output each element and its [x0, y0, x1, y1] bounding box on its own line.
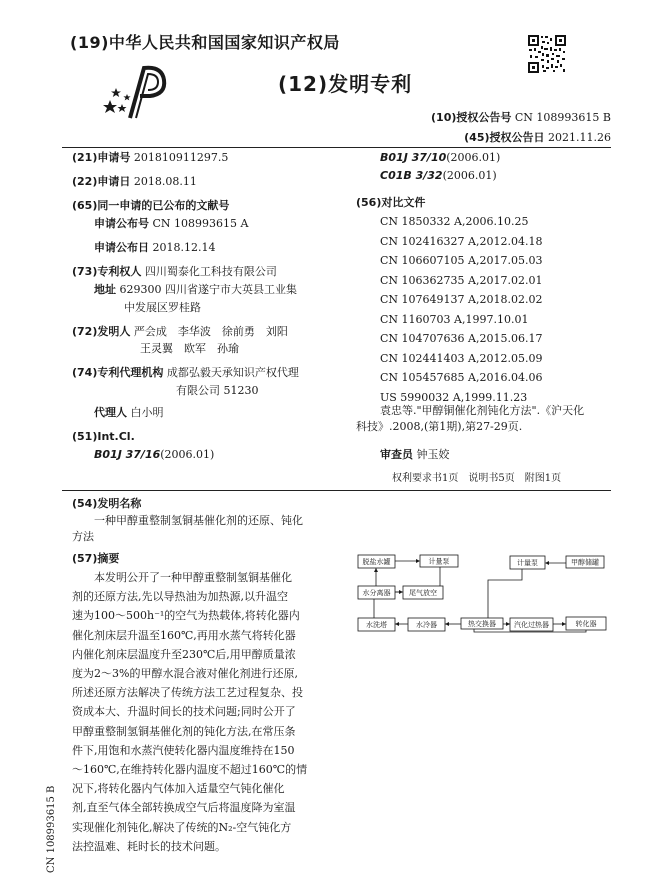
- prior-publication-number: 申请公布号 CN 108993615 A: [94, 216, 249, 230]
- svg-text:水洗塔: 水洗塔: [366, 621, 387, 629]
- inventors-cont: 王灵翼 欧军 孙瑜: [140, 342, 239, 356]
- svg-text:热交换器: 热交换器: [468, 620, 496, 628]
- node-vapor-superheater: [510, 618, 553, 631]
- abstract-heading: (57)摘要: [72, 552, 120, 565]
- svg-text:水冷器: 水冷器: [416, 621, 437, 629]
- prior-publication-date: 申请公布日 2018.12.14: [94, 240, 216, 254]
- node-desalted-water-tank: [358, 555, 395, 568]
- citation-item: CN 107649137 A,2018.02.02: [380, 293, 543, 306]
- int-cl: (51)Int.Cl.: [72, 430, 135, 444]
- node-water-separator: [358, 586, 395, 599]
- citations-heading: (56)对比文件: [356, 196, 426, 209]
- qr-code-icon: [527, 34, 567, 74]
- citation-item: US 5990032 A,1999.11.23: [380, 390, 528, 404]
- header-divider: [62, 147, 611, 148]
- office-name: (19)中华人民共和国国家知识产权局: [70, 33, 340, 52]
- examiner: 审查员 钟玉姣: [380, 448, 450, 461]
- invention-title-heading: (54)发明名称: [72, 497, 142, 510]
- patentee-address: 地址 629300 四川省遂宁市大英县工业集: [94, 282, 297, 296]
- svg-text:脱盐水罐: 脱盐水罐: [362, 558, 391, 566]
- patentee-address-cont: 中发展区罗桂路: [124, 300, 201, 314]
- abstract-divider: [62, 490, 611, 491]
- process-flow-diagram: [356, 552, 611, 634]
- node-heat-exchanger: [461, 618, 503, 629]
- document-type: (12)发明专利: [278, 72, 413, 96]
- node-methanol-tank: [566, 556, 604, 568]
- svg-text:转化器: 转化器: [575, 620, 597, 628]
- node-meter-pump-1: [420, 555, 458, 567]
- side-publication-number: CN 108993615 B: [46, 785, 57, 873]
- bibliographic-data: [72, 150, 362, 465]
- node-tail-gas-vent: [403, 586, 443, 599]
- inventors: (72)发明人 严会成 李华波 徐前勇 刘阳: [72, 324, 288, 338]
- application-number: (21)申请号 201810911297.5: [72, 151, 229, 164]
- citation-item: CN 106607105 A,2017.05.03: [380, 254, 543, 267]
- publication-number-row: (10)授权公告号 CN 108993615 B: [431, 111, 611, 124]
- non-patent-citation: 袁忠等."甲醇铜催化剂钝化方法".《沪天化 科技》.2008,(第1期),第27-29页.: [356, 404, 585, 433]
- publication-date-row: (45)授权公告日 2021.11.26: [464, 131, 611, 144]
- agent: 代理人 白小明: [94, 406, 164, 420]
- cnipa-logo: [100, 60, 172, 122]
- node-water-wash-tower: [358, 618, 395, 631]
- svg-text:计量泵: 计量泵: [428, 557, 450, 566]
- citation-item: CN 1160703 A,1997.10.01: [380, 312, 529, 326]
- page-counts: 权利要求书1页 说明书5页 附图1页: [392, 473, 562, 484]
- svg-text:尾气放空: 尾气放空: [409, 589, 437, 597]
- prior-publication: (65)同一申请的已公布的文献号: [72, 198, 230, 212]
- citation-item: CN 105457685 A,2016.04.06: [380, 371, 543, 384]
- citation-item: CN 106362735 A,2017.02.01: [380, 273, 543, 287]
- citations-list: [380, 214, 542, 409]
- citation-item: CN 102441403 A,2012.05.09: [380, 351, 543, 365]
- publication-number: CN 108993615 B: [514, 111, 611, 124]
- node-converter: [566, 617, 606, 630]
- svg-text:汽化过热器: 汽化过热器: [514, 621, 549, 629]
- svg-text:甲醇储罐: 甲醇储罐: [571, 558, 599, 567]
- svg-text:计量泵: 计量泵: [517, 559, 538, 567]
- application-date: (22)申请日 2018.08.11: [72, 174, 197, 188]
- node-meter-pump-2: [510, 556, 545, 569]
- patent-agency-cont: 有限公司 51230: [176, 384, 259, 398]
- patent-agency: (74)专利代理机构 成都弘毅天承知识产权代理: [72, 366, 299, 380]
- publication-date: 2021.11.26: [548, 131, 611, 144]
- abstract-body: 本发明公开了一种甲醇重整制氢铜基催化 剂的还原方法,先以导热油为加热源,以升温空 速为100～500h⁻¹的空气为热载体,将转化器内 催化剂床层升温至160℃,再用水蒸气将转化器 内催化剂床层温度升至230℃后,用甲醇质量浓 度为2～3%的甲醇水混合液对催化剂进行还原, 所述还原方法解决了传统方法工艺过程复杂、投 资成本大、升温时间长的技术问题;同时公开了 甲醇重整制氢铜基催化剂的钝化方法,在常压条 件下,用饱和水蒸汽使转化器内温度维持在150 ～160℃,在维持转化器内温度不超过160℃的情 况下,将转化器内气体加入适量空气钝化催化 剂,直至气体全部转换成空气后将温度降为室温 实现催化剂钝化,解决了传统的N₂-空气钝化方 法控温难、耗时长的技术问题。: [72, 571, 308, 853]
- citation-item: CN 104707636 A,2015.06.17: [380, 332, 543, 345]
- invention-title: 一种甲醇重整制氢铜基催化剂的还原、钝化 方法: [72, 514, 303, 543]
- patentee: (73)专利权人 四川蜀泰化工科技有限公司: [72, 264, 277, 278]
- svg-text:水分离器: 水分离器: [362, 589, 391, 597]
- node-water-cooler: [408, 618, 445, 631]
- citation-item: CN 1850332 A,2006.10.25: [380, 215, 529, 228]
- int-cl-1: B01J 37/16(2006.01): [94, 448, 215, 462]
- citation-item: CN 102416327 A,2012.04.18: [380, 234, 543, 248]
- int-cl-continued: B01J 37/10(2006.01) C01B 3/32(2006.01): [380, 151, 501, 182]
